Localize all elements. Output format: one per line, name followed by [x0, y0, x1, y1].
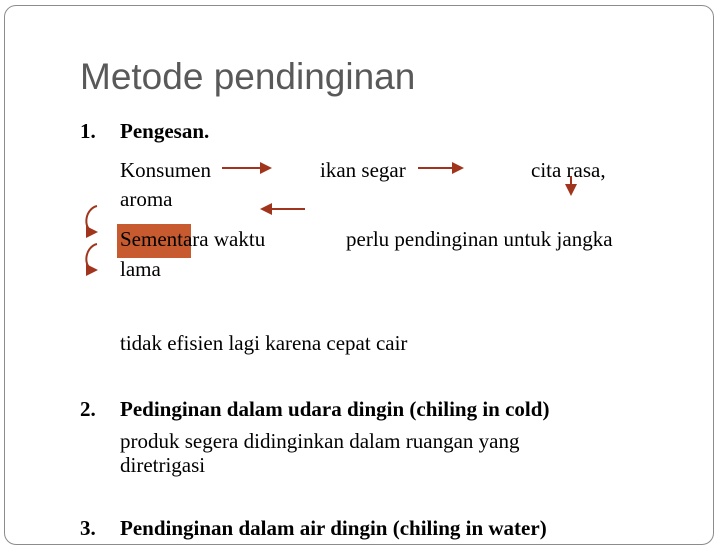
item2-heading: Pedinginan dalam udara dingin (chiling in cold) — [120, 397, 550, 421]
flow-text-aroma: aroma — [120, 187, 173, 211]
item2-body-line2: diretrigasi — [120, 453, 206, 477]
item2-number: 2. — [80, 397, 96, 421]
flow-text-konsumen: Konsumen — [120, 158, 211, 182]
flow-text-ikan-segar: ikan segar — [320, 158, 406, 182]
flow-text-cita-rasa: cita rasa, — [531, 158, 606, 182]
text-perlu-pendinginan: perlu pendinginan untuk jangka — [346, 227, 613, 251]
text-lama: lama — [120, 257, 161, 281]
curved-arrow-1 — [86, 206, 97, 232]
curved-arrow-2 — [86, 244, 97, 270]
slide-title: Metode pendinginan — [80, 56, 416, 97]
text-tidak-efisien: tidak efisien lagi karena cepat cair — [120, 331, 408, 355]
item3-heading: Pendinginan dalam air dingin (chiling in water) — [120, 516, 547, 540]
item2-body-line1: produk segera didinginkan dalam ruangan yang — [120, 429, 520, 453]
item1-heading: Pengesan. — [120, 119, 210, 143]
item3-number: 3. — [80, 516, 96, 540]
item1-number: 1. — [80, 119, 96, 143]
text-sementara-waktu: Sementara waktu — [120, 227, 266, 251]
